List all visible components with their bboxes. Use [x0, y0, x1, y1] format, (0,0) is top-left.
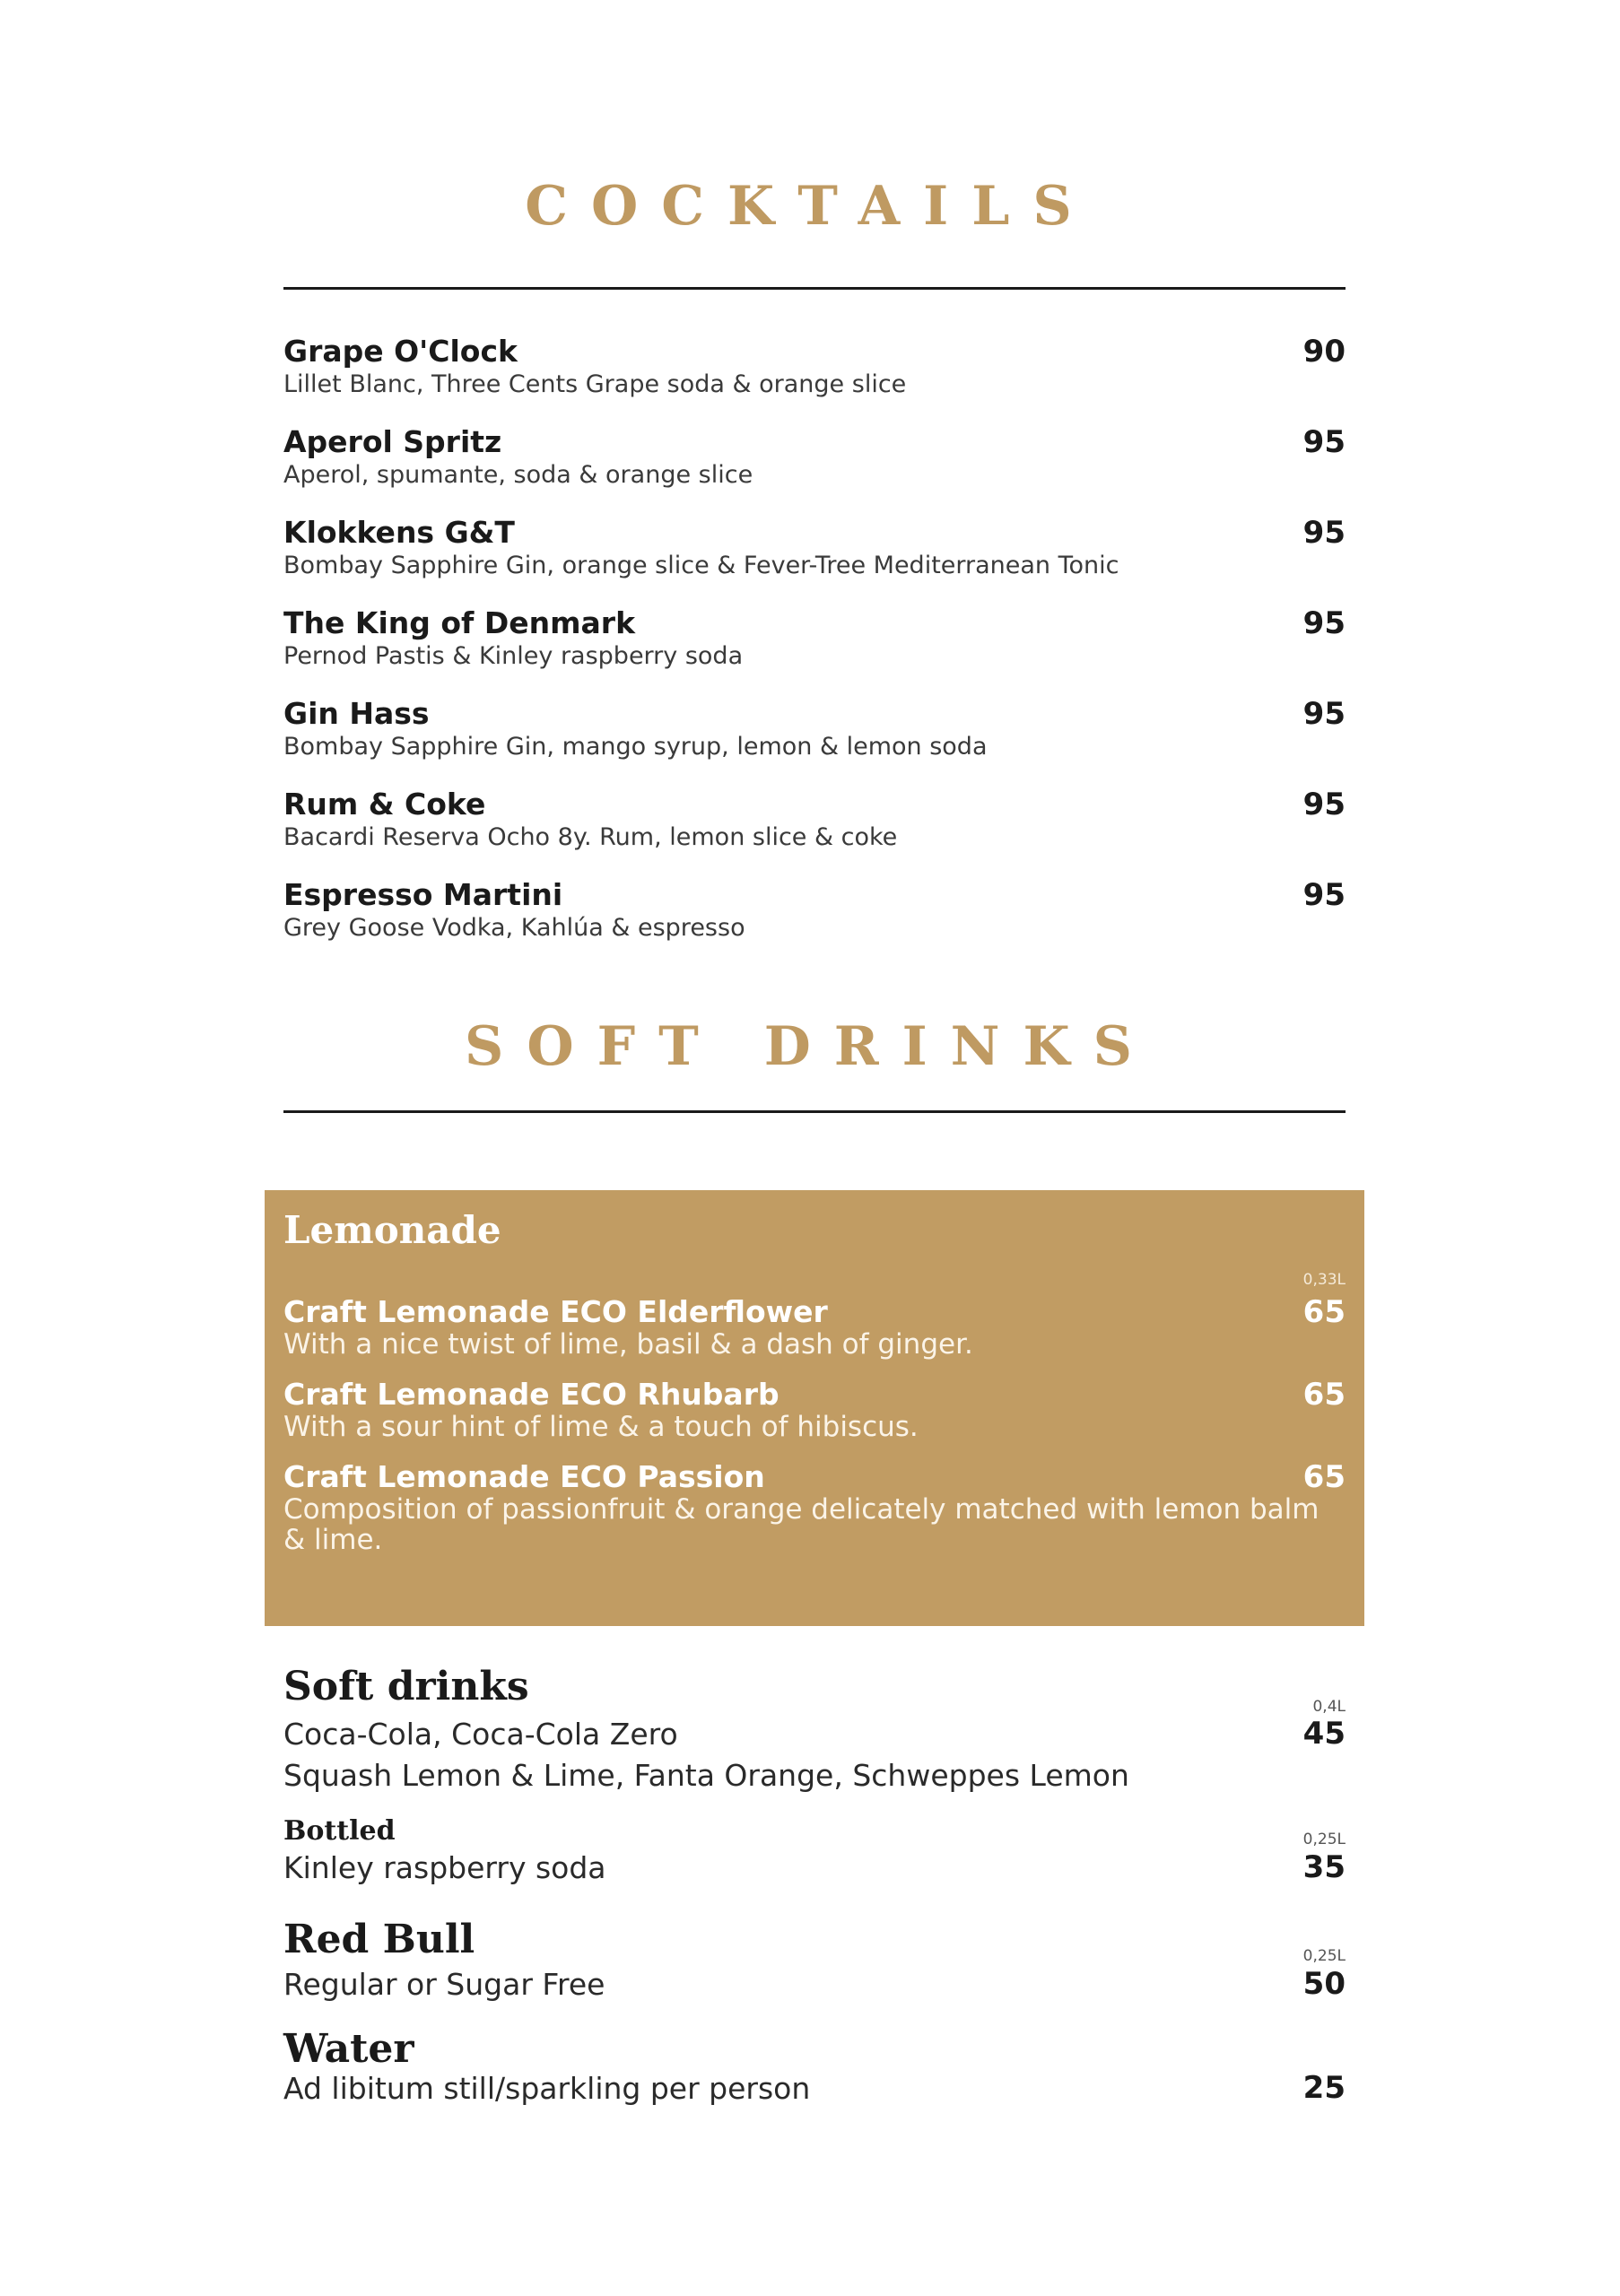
- item-desc: Bacardi Reserva Ocho 8y. Rum, lemon slice & coke: [283, 823, 898, 851]
- red-bull-line: Regular or Sugar Free: [283, 1967, 605, 2002]
- item-name: Rum & Coke: [283, 787, 486, 822]
- item-name: Gin Hass: [283, 696, 430, 731]
- soft-drinks-divider: [283, 1110, 1346, 1113]
- item-desc: Bombay Sapphire Gin, orange slice & Fever-Tree Mediterranean Tonic: [283, 552, 1119, 579]
- item-desc: Aperol, spumante, soda & orange slice: [283, 461, 753, 489]
- menu-item: [283, 515, 1346, 581]
- soft-drinks-line-2: Squash Lemon & Lime, Fanta Orange, Schweppes Lemon: [283, 1758, 1129, 1793]
- item-desc: With a nice twist of lime, basil & a dash of ginger.: [283, 1328, 973, 1361]
- item-price: 95: [1302, 515, 1346, 551]
- menu-item: [283, 787, 1346, 853]
- soft-drinks-line-1: Coca-Cola, Coca-Cola Zero: [283, 1717, 678, 1752]
- item-price: 95: [1302, 877, 1346, 913]
- red-bull-volume: 0,25L: [1302, 1947, 1346, 1965]
- bottled-title: Bottled: [283, 1815, 396, 1847]
- item-name: Craft Lemonade ECO Elderflower: [283, 1294, 828, 1329]
- item-name: Craft Lemonade ECO Passion: [283, 1459, 765, 1494]
- soft-drinks-group-title: Soft drinks: [283, 1664, 529, 1709]
- lemonade-box: [265, 1190, 1364, 1626]
- item-name: Craft Lemonade ECO Rhubarb: [283, 1377, 780, 1412]
- water-title: Water: [283, 2026, 414, 2072]
- item-name: Espresso Martini: [283, 877, 563, 912]
- cocktails-title: COCKTAILS: [525, 175, 1095, 238]
- bottled-volume: 0,25L: [1302, 1831, 1346, 1848]
- item-price: 95: [1302, 696, 1346, 732]
- menu-item: [283, 696, 1346, 762]
- menu-item: [283, 877, 1346, 944]
- menu-item: [283, 334, 1346, 400]
- item-name: Klokkens G&T: [283, 515, 515, 550]
- lemonade-volume: 0,33L: [1302, 1271, 1346, 1289]
- item-name: Aperol Spritz: [283, 424, 502, 459]
- item-name: Grape O'Clock: [283, 334, 518, 369]
- item-price: 95: [1302, 424, 1346, 460]
- water-line: Ad libitum still/sparkling per person: [283, 2071, 811, 2106]
- bottled-price: 35: [1302, 1849, 1346, 1885]
- item-desc: With a sour hint of lime & a touch of hibiscus.: [283, 1411, 919, 1443]
- item-price: 95: [1302, 787, 1346, 822]
- item-desc: Pernod Pastis & Kinley raspberry soda: [283, 642, 744, 670]
- red-bull-title: Red Bull: [283, 1917, 475, 1962]
- lemonade-item: [283, 1378, 1346, 1442]
- cocktails-divider: [283, 287, 1346, 290]
- menu-item: [283, 605, 1346, 672]
- lemonade-item: [283, 1460, 1346, 1555]
- item-price: 65: [1302, 1294, 1346, 1330]
- item-price: 90: [1302, 334, 1346, 370]
- item-price: 65: [1302, 1377, 1346, 1413]
- water-price: 25: [1302, 2070, 1346, 2106]
- item-price: 65: [1302, 1459, 1346, 1495]
- item-price: 95: [1302, 605, 1346, 641]
- soft-drinks-title: SOFT DRINKS: [464, 1015, 1155, 1078]
- soft-drinks-volume: 0,4L: [1312, 1698, 1346, 1716]
- item-name: The King of Denmark: [283, 605, 636, 640]
- item-desc: Bombay Sapphire Gin, mango syrup, lemon & lemon soda: [283, 733, 988, 761]
- bottled-line: Kinley raspberry soda: [283, 1850, 606, 1885]
- red-bull-price: 50: [1302, 1966, 1346, 2002]
- item-desc: Composition of passionfruit & orange delicately matched with lemon balm & lime.: [283, 1493, 1320, 1556]
- lemonade-item: [283, 1295, 1346, 1360]
- lemonade-title: Lemonade: [283, 1208, 501, 1252]
- menu-item: [283, 424, 1346, 491]
- soft-drinks-price: 45: [1302, 1716, 1346, 1752]
- item-desc: Lillet Blanc, Three Cents Grape soda & orange slice: [283, 370, 907, 398]
- item-desc: Grey Goose Vodka, Kahlúa & espresso: [283, 914, 745, 942]
